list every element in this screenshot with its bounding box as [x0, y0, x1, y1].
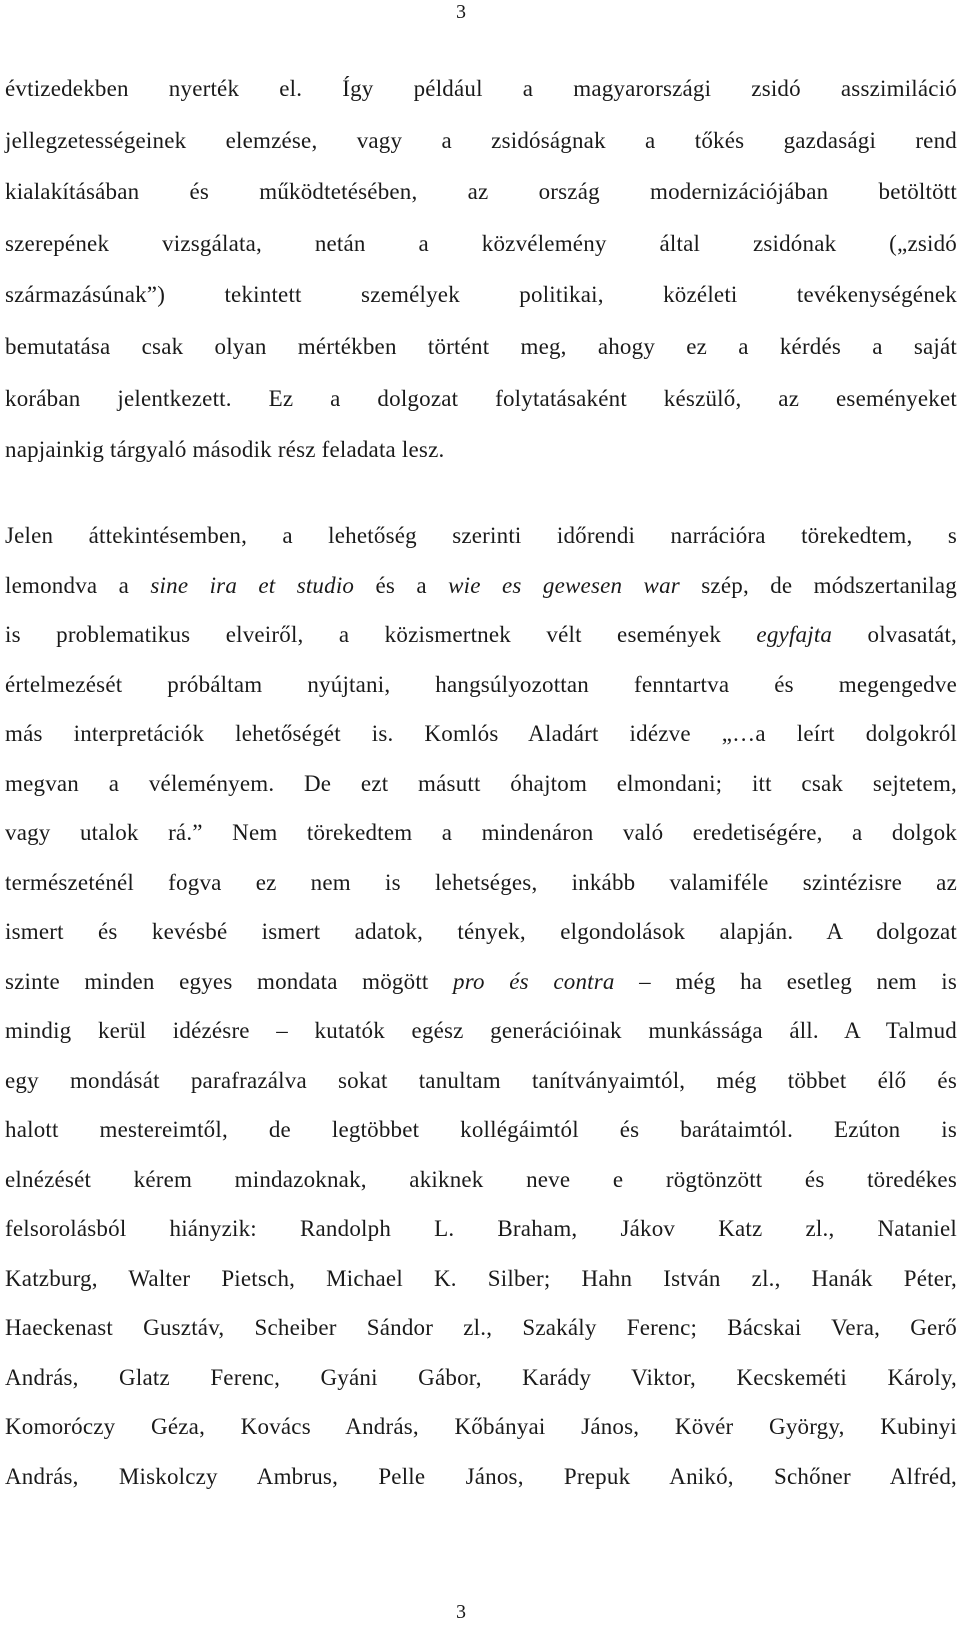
text-line: szerepének vizsgálata, netán a közvélemény által zsidónak („zsidó: [5, 230, 957, 256]
text-line: szinte minden egyes mondata mögött pro és contra – még ha esetleg nem is: [5, 968, 958, 994]
text-line: jellegzetességeinek elemzése, vagy a zsidóságnak a tőkés gazdasági rend: [5, 127, 957, 153]
text-line: más interpretációk lehetőségét is. Komlós Aladárt idézve „…a leírt dolgokról: [5, 721, 957, 746]
text-line: kialakításában és működtetésében, az ország modernizációjában betöltött: [5, 179, 957, 205]
text-line: lemondva a sine ira et studio és a wie es gewesen war szép, de módszertanilag: [5, 572, 957, 598]
page-number-top: 3: [456, 1, 466, 23]
text-line: származásúnak”) tekintett személyek politikai, közéleti tevékenységének: [5, 282, 957, 308]
text-line: Katzburg, Walter Pietsch, Michael K. Silber; Hahn István zl., Hanák Péter,: [5, 1265, 957, 1291]
text-line: Komoróczy Géza, Kovács András, Kőbányai János, Kövér György, Kubinyi: [5, 1414, 957, 1439]
text-line: ismert és kevésbé ismert adatok, tények, elgondolások alapján. A dolgozat: [5, 919, 957, 944]
text-line: napjainkig tárgyaló második rész feladata lesz.: [5, 437, 445, 463]
text-line: értelmezését próbáltam nyújtani, hangsúlyozottan fenntartva és megengedve: [5, 671, 957, 697]
italic-phrase: pro és contra: [453, 968, 615, 994]
text-line: megvan a véleményem. De ezt másutt óhajtom elmondani; itt csak sejtetem,: [5, 770, 957, 796]
text-line: András, Glatz Ferenc, Gyáni Gábor, Karády Viktor, Kecskeméti Károly,: [5, 1364, 957, 1390]
text-line: Jelen áttekintésemben, a lehetőség szerinti időrendi narrációra törekedtem, s: [5, 523, 957, 548]
text-line: Haeckenast Gusztáv, Scheiber Sándor zl., Szakály Ferenc; Bácskai Vera, Gerő: [5, 1315, 957, 1340]
text-line: András, Miskolczy Ambrus, Pelle János, Prepuk Anikó, Schőner Alfréd,: [5, 1463, 957, 1489]
page-number-bottom: 3: [456, 1601, 466, 1623]
italic-phrase: egyfajta: [756, 622, 833, 647]
paragraph-intro: [5, 77, 957, 490]
text-line: mindig kerül idézésre – kutatók egész generációinak munkássága áll. A Talmud: [5, 1018, 957, 1043]
text-line: vagy utalok rá.” Nem törekedtem a mindenáron való eredetiségére, a dolgok: [5, 820, 957, 845]
text-line: egy mondását parafrazálva sokat tanultam tanítványaimtól, még többet élő és: [5, 1067, 957, 1093]
text-line: bemutatása csak olyan mértékben történt meg, ahogy ez a kérdés a saját: [5, 333, 957, 359]
italic-phrase: wie es gewesen war: [448, 572, 680, 598]
text-line: természeténél fogva ez nem is lehetséges, inkább valamiféle szintézisre az: [5, 869, 957, 895]
text-line: halott mestereimtől, de legtöbbet kollégáimtól és barátaimtól. Ezúton is: [5, 1117, 957, 1142]
text-line: is problematikus elveiről, a közismertnek vélt események egyfajta olvasatát,: [5, 622, 957, 647]
text-line: elnézését kérem mindazoknak, akiknek neve e rögtönzött és töredékes: [5, 1166, 957, 1192]
text-line: évtizedekben nyerték el. Így például a magyarországi zsidó asszimiláció: [5, 76, 957, 101]
italic-phrase: sine ira et studio: [150, 572, 355, 598]
paragraph-main: [5, 524, 957, 1514]
text-line: korában jelentkezett. Ez a dolgozat folytatásaként készülő, az eseményeket: [5, 385, 957, 411]
text-line: felsorolásból hiányzik: Randolph L. Braham, Jákov Katz zl., Nataniel: [5, 1216, 957, 1241]
